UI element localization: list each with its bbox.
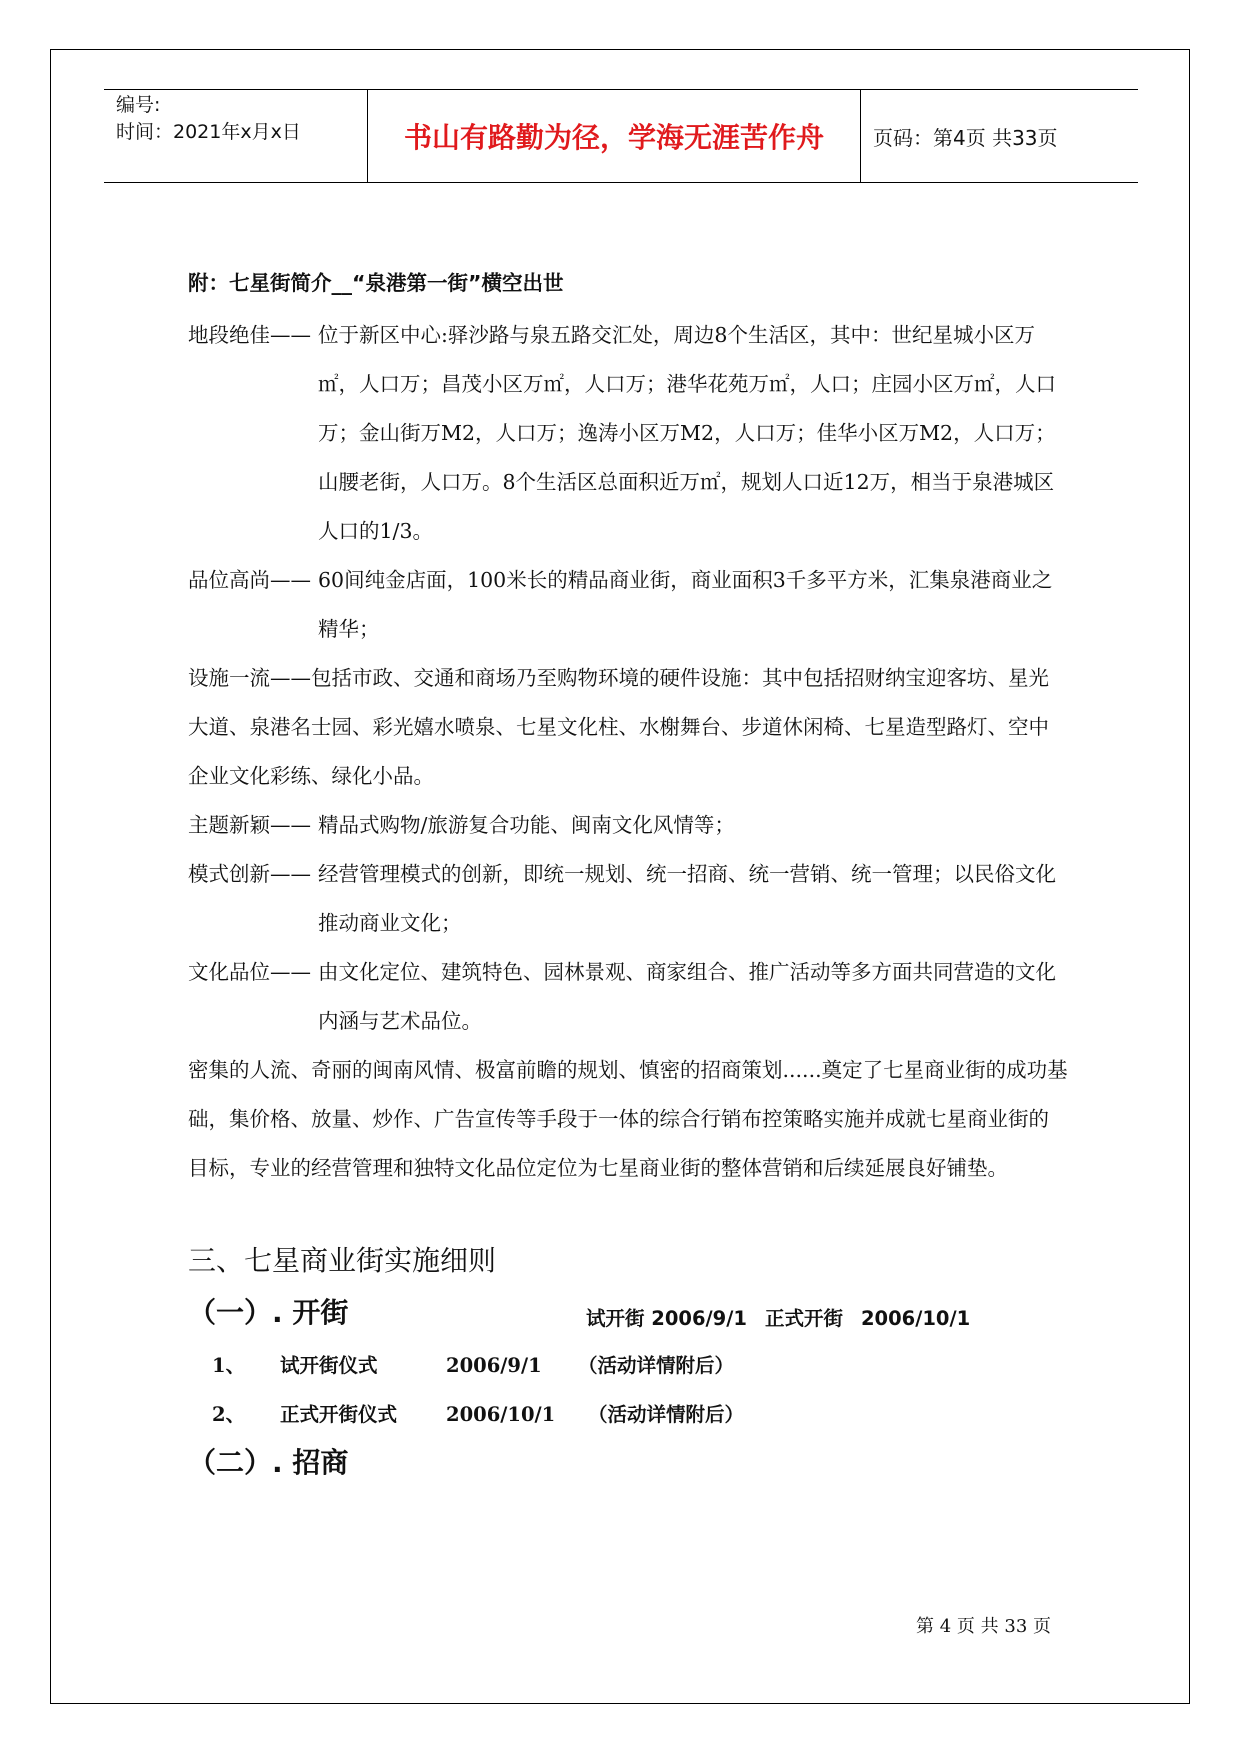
list-item [188,1341,1068,1390]
section-open-heading [188,1293,1068,1333]
feature-quality [188,556,1068,654]
item-date: 2006/9/1 [446,1354,542,1377]
feature-text: 位于新区中心:驿沙路与泉五路交汇处，周边8个生活区，其中：世纪星城小区万㎡，人口万；昌茂小区万㎡，人口万；港华花苑万㎡，人口；庄园小区万㎡，人口万；金山街万M2，人口万；逸涛小区万M2，人口万；佳华小区万M2，人口万；山腰老街，人口万。8个生活区总面积近万㎡，规划人口近12万，相当于泉港城区人口的1/3。 [318,323,1056,543]
open-dates [586,1299,988,1339]
time-label: 时间：2021年x月x日 [116,121,301,143]
trial-open-label: 试开街 2006/9/1 [586,1307,747,1330]
item-note: （活动详情附后） [588,1403,745,1426]
item-name: 正式开街仪式 [280,1403,398,1426]
number-label: 编号: [116,94,161,116]
formal-open-label: 正式开街 [764,1307,843,1330]
feature-label: 主题新颖—— [188,813,311,837]
feature-label: 文化品位—— [188,960,311,984]
section-invest-title: （二）. 招商 [188,1446,349,1479]
section-3-title: 三、七星商业街实施细则 [188,1244,497,1277]
feature-label: 模式创新—— [188,862,311,886]
item-note: （活动详情附后） [578,1354,735,1377]
header-table [104,89,1138,183]
feature-mode [188,850,1068,948]
item-number: 1、 [212,1354,246,1377]
header-meta [104,90,367,182]
document-body [188,266,1068,1483]
section-open-title: （一）. 开街 [188,1296,349,1329]
intro-title: 附：七星街简介__“泉港第一街”横空出世 [188,271,564,295]
feature-theme [188,801,1068,850]
header-page-number: 页码：第4页 共33页 [873,125,1058,150]
item-number: 2、 [212,1403,246,1426]
summary-paragraph: 密集的人流、奇丽的闽南风情、极富前瞻的规划、慎密的招商策划......奠定了七星商业街的成功基础，集价格、放量、炒作、广告宣传等手段于一体的综合行销布控策略实施并成就七星商业街的目标，专业的经营管理和独特文化品位定位为七星商业街的整体营销和后续延展良好铺垫。 [188,1058,1068,1180]
feature-text: 经营管理模式的创新，即统一规划、统一招商、统一营销、统一管理；以民俗文化推动商业文化； [318,862,1056,935]
feature-text: 60间纯金店面，100米长的精品商业街，商业面积3千多平方米，汇集泉港商业之精华； [318,568,1053,641]
feature-facilities: 设施一流——包括市政、交通和商场乃至购物环境的硬件设施：其中包括招财纳宝迎客坊、星光大道、泉港名士园、彩光嬉水喷泉、七星文化柱、水榭舞台、步道休闲椅、七星造型路灯、空中企业文化彩练、绿化小品。 [188,666,1049,788]
item-name: 试开街仪式 [280,1354,378,1377]
item-date: 2006/10/1 [446,1403,556,1426]
list-item [188,1390,1068,1439]
formal-open-date: 2006/10/1 [860,1307,971,1330]
feature-label: 地段绝佳—— [188,323,311,347]
section-invest-heading [188,1443,1068,1483]
feature-text: 由文化定位、建筑特色、园林景观、商家组合、推广活动等多方面共同营造的文化内涵与艺术品位。 [318,960,1056,1033]
header-motto: 书山有路勤为径，学海无涯苦作舟 [367,90,861,182]
feature-culture [188,948,1068,1046]
page-footer: 第 4 页 共 33 页 [916,1616,1051,1637]
feature-location [188,311,1068,556]
feature-text: 精品式购物/旅游复合功能、闽南文化风情等； [318,813,735,837]
feature-label: 品位高尚—— [188,568,311,592]
